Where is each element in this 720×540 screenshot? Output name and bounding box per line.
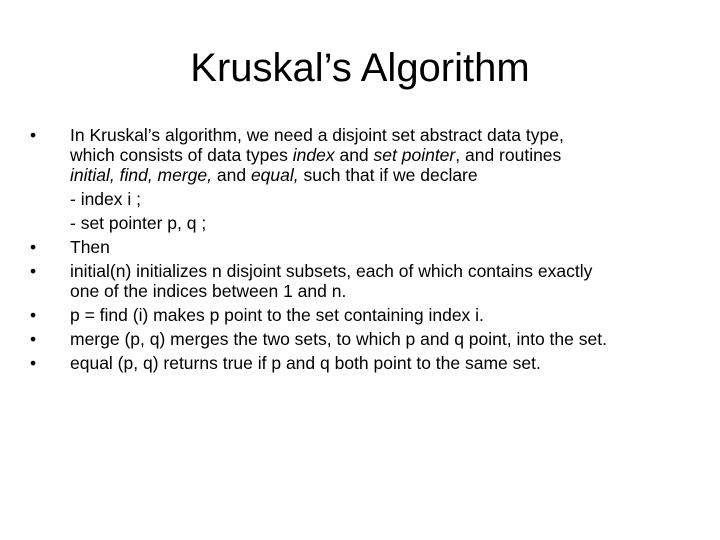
bullet-marker: • [30,329,37,349]
bullet-text-line [70,145,708,165]
bullet-text-fragment: which consists of data types [70,145,293,165]
bullet-list [28,125,708,377]
slide-title: Kruskal’s Algorithm [190,46,530,90]
emphasized-term: equal, [250,165,299,185]
bullet-item [28,329,708,349]
bullet-item [28,237,708,257]
bullet-text-fragment: and [334,145,374,165]
emphasized-term: index [292,145,335,165]
bullet-text-line: Then [70,237,110,257]
bullet-text-line: In Kruskal’s algorithm, we need a disjoint set abstract data type, [70,125,564,145]
bullet-marker: • [30,353,37,373]
declaration-line: - index i ; [70,189,141,209]
bullet-item [28,261,708,301]
bullet-text-line: merge (p, q) merges the two sets, to which p and q point, into the set. [70,329,607,349]
bullet-text-fragment: such that if we declare [298,165,478,185]
bullet-text-fragment: and [212,165,251,185]
bullet-text-line: equal (p, q) returns true if p and q both point to the same set. [70,353,541,373]
bullet-marker: • [30,261,37,281]
bullet-marker: • [30,125,37,145]
emphasized-term: initial, find, merge, [70,165,213,185]
bullet-text-line: initial(n) initializes n disjoint subsets, each of which contains exactly [70,261,593,281]
bullet-item [28,353,708,373]
bullet-marker: • [30,305,37,325]
bullet-text-line [70,165,708,185]
bullet-text-line: one of the indices between 1 and n. [70,281,347,301]
bullet-item [28,305,708,325]
emphasized-term: set pointer [373,145,456,165]
declaration-line: - set pointer p, q ; [70,213,207,233]
bullet-marker: • [30,237,37,257]
bullet-text-line: p = find (i) makes p point to the set containing index i. [70,305,484,325]
bullet-item [28,125,708,233]
bullet-text-fragment: , and routines [455,145,562,165]
